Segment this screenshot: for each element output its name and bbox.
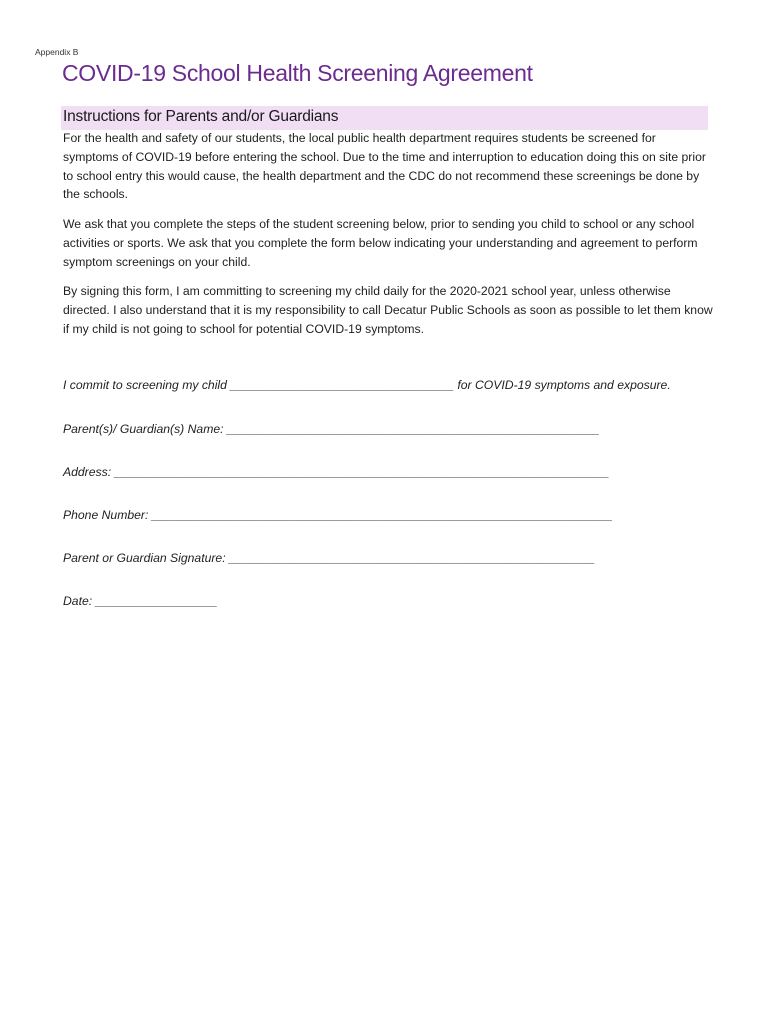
instructions-paragraph-1: For the health and safety of our students, the local public health department requires students be screened for symptoms of COVID-19 before entering the school. Due to the time and interruption to education doing this on site prior to school entry this would cause, the health department and the CDC do not recommend these screenings be done by the schools.: [63, 131, 706, 202]
address-field[interactable]: Address: _________________________________________________________________________: [63, 465, 610, 479]
commit-child-field[interactable]: I commit to screening my child _________________________________ for COVID-19 symptoms and exposure.: [63, 378, 671, 392]
appendix-label: Appendix B: [35, 47, 79, 57]
instructions-heading: Instructions for Parents and/or Guardians: [63, 108, 339, 125]
phone-number-field[interactable]: Phone Number: ____________________________________________________________________: [63, 508, 613, 522]
document-title: COVID-19 School Health Screening Agreement: [62, 60, 533, 86]
instructions-paragraph-3: By signing this form, I am committing to screening my child daily for the 2020-2021 school year, unless otherwise directed. I also understand that it is my responsibility to call Decatur Public Schools as soon as possible to let them know if my child is not going to school for potential COVID-19 symptoms.: [63, 284, 713, 336]
date-field[interactable]: Date: __________________: [63, 594, 218, 608]
guardian-name-field[interactable]: Parent(s)/ Guardian(s) Name: _______________________________________________________: [63, 422, 600, 436]
signature-field[interactable]: Parent or Guardian Signature: ______________________________________________________: [63, 551, 596, 565]
instructions-paragraph-2: We ask that you complete the steps of the student screening below, prior to sending you child to school or any school activities or sports. We ask that you complete the form below indicating your understanding and agreement to perform symptom screenings on your child.: [63, 217, 698, 269]
